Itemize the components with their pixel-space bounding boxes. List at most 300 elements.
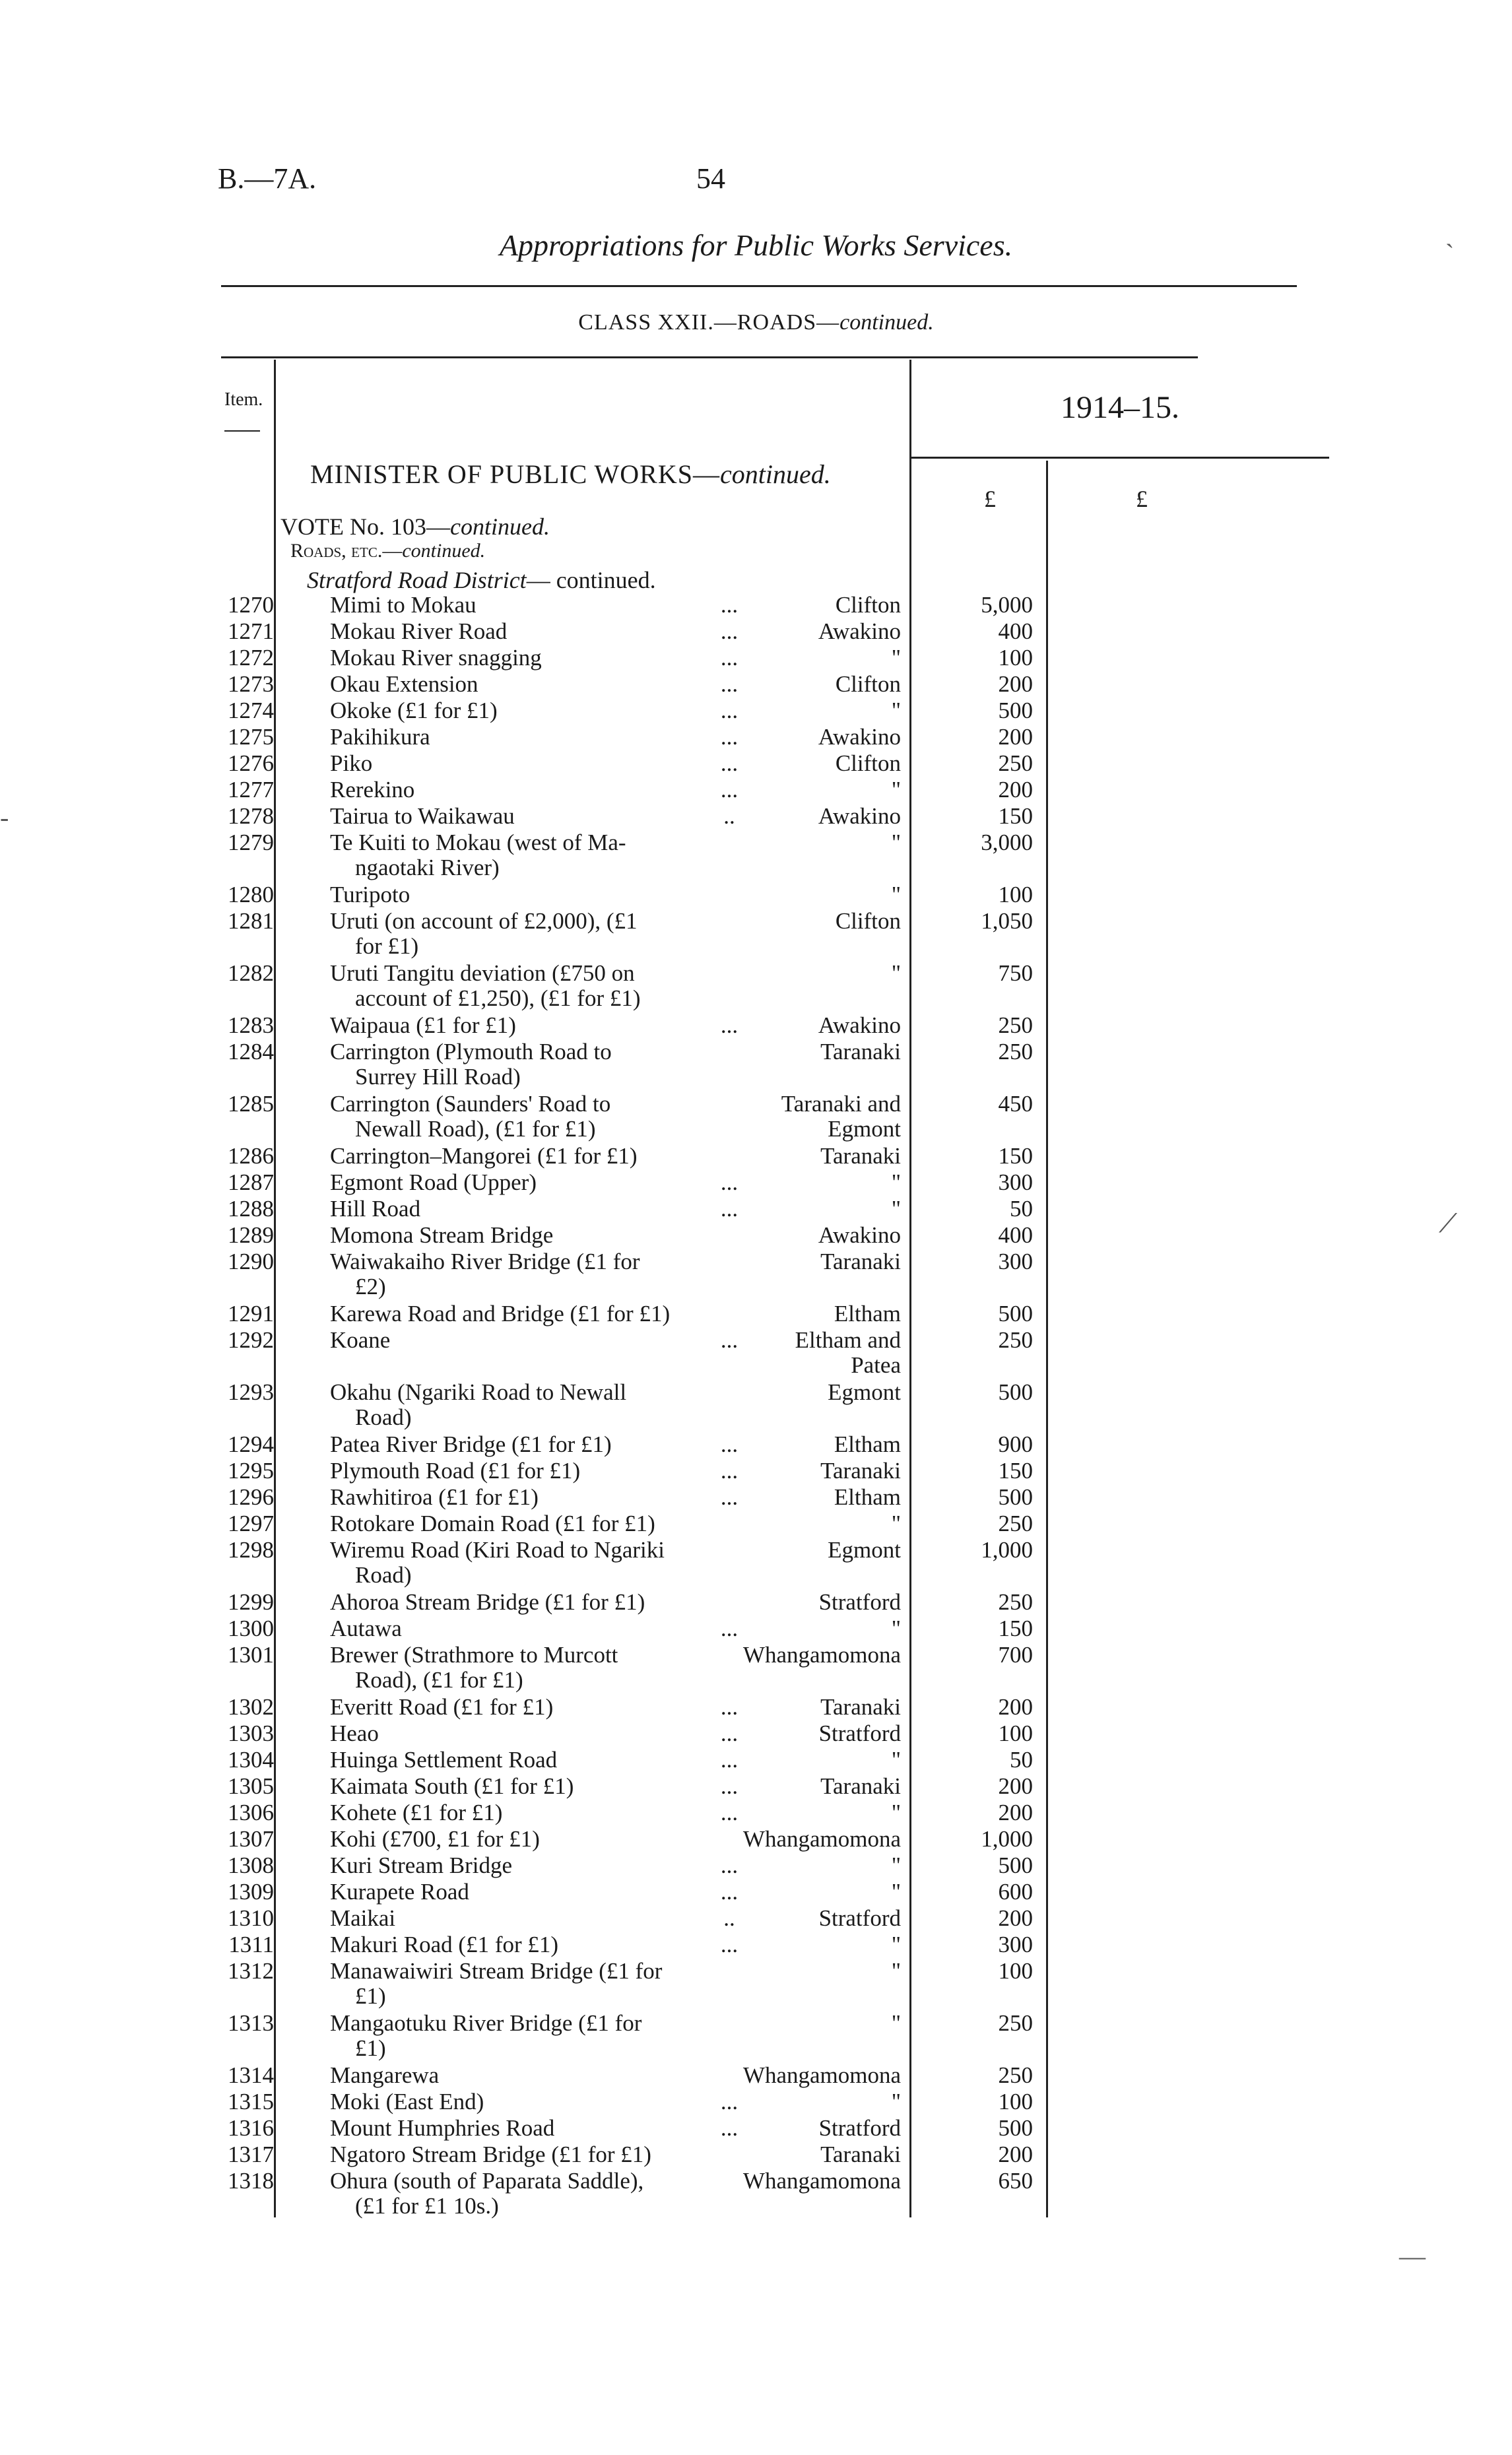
- item-number: 1304: [228, 1747, 274, 1773]
- item-description: [330, 882, 726, 907]
- item-description: [330, 1144, 726, 1169]
- item-district-line: ": [891, 1169, 901, 1195]
- item-description-line: Newall Road), (£1 for £1): [355, 1116, 596, 1142]
- item-description: [330, 1932, 726, 1957]
- item-amount: 450: [998, 1091, 1033, 1117]
- amount-columns-divider: [1046, 461, 1048, 2217]
- item-number: 1272: [228, 645, 274, 671]
- item-description: [330, 2142, 726, 2167]
- year-column-header: 1914–15.: [1061, 390, 1179, 425]
- item-description-line: Piko: [330, 750, 373, 776]
- item-description-line: Plymouth Road (£1 for £1): [330, 1458, 581, 1484]
- item-amount: 250: [998, 2010, 1033, 2036]
- item-amount: 250: [998, 2062, 1033, 2088]
- item-description-line: Mimi to Mokau: [330, 592, 477, 618]
- item-district-line: ": [891, 1932, 901, 1957]
- item-district-line: Taranaki: [820, 1249, 901, 1274]
- margin-mark-bottom-right: —: [1399, 2241, 1426, 2271]
- item-district-line: Eltham: [834, 1431, 901, 1457]
- item-description-line: Okahu (Ngariki Road to Newall: [330, 1379, 627, 1405]
- item-description-line: Brewer (Strathmore to Murcott: [330, 1642, 618, 1668]
- item-number: 1284: [228, 1039, 274, 1064]
- item-amount: 500: [998, 1379, 1033, 1405]
- item-district: [713, 751, 901, 776]
- class-heading-main: CLASS XXII.—ROADS—: [578, 310, 840, 335]
- item-amount: 300: [998, 1249, 1033, 1274]
- item-description: [330, 1643, 726, 1693]
- vote-heading: [280, 513, 550, 540]
- item-number: 1285: [228, 1091, 274, 1117]
- item-district-line: ": [891, 1747, 901, 1773]
- item-description-line: Autawa: [330, 1616, 402, 1641]
- item-description-line: Waipaua (£1 for £1): [330, 1012, 516, 1038]
- item-description-line: Maikai: [330, 1905, 396, 1931]
- item-number: 1271: [228, 618, 274, 644]
- item-amount: 250: [998, 750, 1033, 776]
- vote-heading-continued: continued.: [449, 513, 550, 540]
- item-amount: 250: [998, 1589, 1033, 1615]
- item-description-line: Pakihikura: [330, 724, 430, 750]
- item-district: [713, 1301, 901, 1326]
- item-description-line: Ahoroa Stream Bridge (£1 for £1): [330, 1589, 645, 1615]
- item-description-line: ngaotaki River): [355, 855, 500, 880]
- leader-dots: ..: [723, 803, 735, 829]
- top-rule: [221, 285, 1297, 287]
- item-description-line: Road): [355, 1562, 412, 1588]
- item-description: [330, 2089, 726, 2114]
- item-district: [713, 1748, 901, 1773]
- item-description: [330, 1695, 726, 1720]
- item-amount: 200: [998, 1773, 1033, 1799]
- pound-symbol-column-1: £: [984, 486, 996, 512]
- item-description: [330, 645, 726, 671]
- leader-dots: ...: [720, 1694, 739, 1720]
- item-district-line: ": [891, 777, 901, 802]
- item-description: [330, 1721, 726, 1746]
- item-district: [713, 1932, 901, 1957]
- leader-dots: ...: [720, 724, 739, 750]
- item-district: [713, 619, 901, 644]
- item-description-line: Momona Stream Bridge: [330, 1222, 554, 1248]
- item-amount: 200: [998, 724, 1033, 750]
- item-description-line: Manawaiwiri Stream Bridge (£1 for: [330, 1958, 663, 1984]
- item-district: [713, 2063, 901, 2088]
- item-description-line: for £1): [355, 933, 419, 959]
- margin-mark-left: -: [0, 802, 9, 832]
- item-description: [330, 1853, 726, 1878]
- page-title: Appropriations for Public Works Services.: [499, 228, 1013, 262]
- item-number: 1279: [228, 830, 274, 855]
- item-description-line: Kaimata South (£1 for £1): [330, 1773, 574, 1799]
- item-amount: 100: [998, 882, 1033, 907]
- item-district-line: Egmont: [828, 1116, 901, 1142]
- item-district: [713, 1590, 901, 1615]
- leader-dots: ...: [720, 1012, 739, 1038]
- item-amount: 100: [998, 1958, 1033, 1984]
- item-district: [713, 698, 901, 723]
- item-district: [713, 2169, 901, 2194]
- item-district-line: Whangamomona: [742, 1826, 901, 1852]
- item-district: [713, 2089, 901, 2114]
- item-description: [330, 1092, 726, 1142]
- item-number: 1289: [228, 1222, 274, 1248]
- leader-dots: ...: [720, 645, 739, 671]
- item-description: [330, 777, 726, 802]
- item-number: 1299: [228, 1589, 274, 1615]
- item-description: [330, 1959, 726, 2009]
- item-number: 1313: [228, 2010, 274, 2036]
- item-description-line: Okau Extension: [330, 671, 478, 697]
- item-amount: 250: [998, 1511, 1033, 1536]
- item-district: [713, 1458, 901, 1484]
- item-district: [713, 1223, 901, 1248]
- item-district: [713, 1013, 901, 1038]
- leader-dots: ...: [720, 1879, 739, 1905]
- item-district-line: Clifton: [835, 750, 901, 776]
- district-heading-continued: — continued.: [526, 567, 656, 593]
- item-description: [330, 1800, 726, 1825]
- item-amount: 50: [1010, 1196, 1033, 1222]
- item-number: 1274: [228, 698, 274, 723]
- item-amount: 600: [998, 1879, 1033, 1905]
- item-district-line: Taranaki: [820, 1773, 901, 1799]
- item-amount: 150: [998, 1143, 1033, 1169]
- item-amount: 250: [998, 1039, 1033, 1064]
- leader-dots: ...: [720, 1852, 739, 1878]
- item-description: [330, 1485, 726, 1510]
- item-district: [713, 1695, 901, 1720]
- item-district: [713, 1196, 901, 1222]
- item-amount: 200: [998, 1800, 1033, 1825]
- item-district: [713, 1906, 901, 1931]
- item-description: [330, 1039, 726, 1090]
- item-district: [713, 1328, 901, 1378]
- item-description-line: Mokau River snagging: [330, 645, 542, 671]
- item-amount: 200: [998, 671, 1033, 697]
- page-number: 54: [696, 162, 725, 195]
- item-number: 1273: [228, 671, 274, 697]
- item-amount: 500: [998, 2115, 1033, 2141]
- leader-dots: ..: [723, 1905, 735, 1931]
- item-description-line: Rerekino: [330, 777, 415, 802]
- item-number: 1278: [228, 803, 274, 829]
- item-district: [713, 2011, 901, 2036]
- item-district-line: Awakino: [818, 724, 901, 750]
- roads-heading-main: Roads, etc.—: [290, 540, 403, 562]
- item-description: [330, 2169, 726, 2219]
- item-number: 1303: [228, 1720, 274, 1746]
- item-district: [713, 1144, 901, 1169]
- item-district: [713, 645, 901, 671]
- item-district: [713, 1538, 901, 1563]
- item-column-divider: [274, 360, 276, 2217]
- item-description-line: Kurapete Road: [330, 1879, 469, 1905]
- item-amount: 300: [998, 1169, 1033, 1195]
- item-description: [330, 1774, 726, 1799]
- vote-heading-main: VOTE No. 103—: [280, 513, 450, 540]
- item-number: 1302: [228, 1694, 274, 1720]
- item-description-line: Mangaotuku River Bridge (£1 for: [330, 2010, 642, 2036]
- item-number: 1310: [228, 1905, 274, 1931]
- item-description-line: £1): [355, 2035, 386, 2061]
- item-district-line: Egmont: [828, 1537, 901, 1563]
- pound-symbol-column-2: £: [1136, 486, 1148, 512]
- item-number: 1276: [228, 750, 274, 776]
- item-district-line: Stratford: [818, 1720, 901, 1746]
- item-description: [330, 1748, 726, 1773]
- item-district: [713, 1721, 901, 1746]
- item-district: [713, 1616, 901, 1641]
- item-number: 1291: [228, 1301, 274, 1326]
- item-district-line: Clifton: [835, 671, 901, 697]
- item-description: [330, 1170, 726, 1195]
- item-amount: 5,000: [981, 592, 1033, 618]
- item-amount: 400: [998, 1222, 1033, 1248]
- item-description-line: Rawhitiroa (£1 for £1): [330, 1484, 539, 1510]
- item-district: [713, 804, 901, 829]
- item-number: 1288: [228, 1196, 274, 1222]
- item-district-line: ": [891, 2089, 901, 2114]
- item-district-line: Stratford: [818, 1589, 901, 1615]
- item-description: [330, 1616, 726, 1641]
- document-code: B.—7A.: [218, 162, 317, 195]
- item-district: [713, 1170, 901, 1195]
- item-district: [713, 961, 901, 986]
- item-description: [330, 1196, 726, 1222]
- item-description: [330, 1880, 726, 1905]
- item-district: [713, 1853, 901, 1878]
- item-description-line: Everitt Road (£1 for £1): [330, 1694, 554, 1720]
- item-district: [713, 1380, 901, 1405]
- item-header-underline: [224, 430, 260, 432]
- item-district: [713, 909, 901, 934]
- item-description: [330, 1380, 726, 1430]
- item-number: 1311: [228, 1932, 274, 1957]
- item-district-line: Awakino: [818, 803, 901, 829]
- minister-heading-continued: continued.: [720, 459, 831, 489]
- year-rule: [909, 457, 1329, 459]
- item-description: [330, 1013, 726, 1038]
- item-district-line: Taranaki: [820, 2142, 901, 2167]
- item-district: [713, 777, 901, 802]
- item-amount: 150: [998, 1616, 1033, 1641]
- item-number: 1317: [228, 2142, 274, 2167]
- leader-dots: ...: [720, 671, 739, 697]
- item-description: [330, 1906, 726, 1931]
- item-district-line: ": [891, 1616, 901, 1641]
- item-description-line: Hill Road: [330, 1196, 421, 1222]
- item-district: [713, 1774, 901, 1799]
- item-description-line: Mokau River Road: [330, 618, 508, 644]
- item-amount: 200: [998, 2142, 1033, 2167]
- item-description-line: (£1 for £1 10s.): [355, 2193, 499, 2219]
- item-description: [330, 698, 726, 723]
- item-description-line: Uruti Tangitu deviation (£750 on: [330, 960, 635, 986]
- leader-dots: ...: [720, 777, 739, 802]
- item-district-line: Taranaki and: [781, 1091, 901, 1117]
- item-description-line: Kuri Stream Bridge: [330, 1852, 513, 1878]
- item-description-line: Egmont Road (Upper): [330, 1169, 537, 1195]
- item-description-line: £1): [355, 1983, 386, 2009]
- item-description-line: Kohi (£700, £1 for £1): [330, 1826, 540, 1852]
- item-number: 1315: [228, 2089, 274, 2114]
- leader-dots: ...: [720, 1458, 739, 1484]
- item-column-header: Item.: [224, 389, 263, 410]
- item-district-line: Awakino: [818, 1222, 901, 1248]
- item-description-line: Rotokare Domain Road (£1 for £1): [330, 1511, 655, 1536]
- leader-dots: ...: [720, 1196, 739, 1222]
- item-district: [713, 1249, 901, 1274]
- item-amount: 1,000: [981, 1826, 1033, 1852]
- item-district-line: Taranaki: [820, 1694, 901, 1720]
- leader-dots: ...: [720, 592, 739, 618]
- item-description-line: Makuri Road (£1 for £1): [330, 1932, 559, 1957]
- item-amount: 100: [998, 1720, 1033, 1746]
- item-district: [713, 725, 901, 750]
- item-district-line: Eltham and: [795, 1327, 901, 1353]
- item-district-line: ": [891, 2010, 901, 2036]
- item-amount: 700: [998, 1642, 1033, 1668]
- item-district-line: Clifton: [835, 908, 901, 934]
- item-district-line: Taranaki: [820, 1143, 901, 1169]
- item-district: [713, 1485, 901, 1510]
- item-district-line: Awakino: [818, 618, 901, 644]
- item-description-line: Patea River Bridge (£1 for £1): [330, 1431, 612, 1457]
- item-number: 1270: [228, 592, 274, 618]
- item-description-line: Uruti (on account of £2,000), (£1: [330, 908, 638, 934]
- leader-dots: ...: [720, 1773, 739, 1799]
- leader-dots: ...: [720, 618, 739, 644]
- leader-dots: ...: [720, 1169, 739, 1195]
- item-district-line: Patea: [851, 1352, 901, 1378]
- item-district: [713, 1827, 901, 1852]
- item-description-line: £2): [355, 1274, 386, 1299]
- item-description-line: Huinga Settlement Road: [330, 1747, 558, 1773]
- item-description-line: Road), (£1 for £1): [355, 1667, 523, 1693]
- item-amount: 200: [998, 1694, 1033, 1720]
- item-description: [330, 593, 726, 618]
- item-description-line: Karewa Road and Bridge (£1 for £1): [330, 1301, 671, 1326]
- leader-dots: ...: [720, 1720, 739, 1746]
- leader-dots: ...: [720, 1431, 739, 1457]
- item-amount: 300: [998, 1932, 1033, 1957]
- item-description: [330, 2011, 726, 2061]
- item-description: [330, 909, 726, 959]
- item-district: [713, 1511, 901, 1536]
- item-number: 1280: [228, 882, 274, 907]
- district-heading-name: Stratford Road District: [307, 567, 527, 593]
- item-district-line: ": [891, 830, 901, 855]
- item-amount: 650: [998, 2168, 1033, 2194]
- item-district-line: Eltham: [834, 1301, 901, 1326]
- leader-dots: ...: [720, 750, 739, 776]
- item-district: [713, 1092, 901, 1142]
- item-amount: 1,050: [981, 908, 1033, 934]
- item-number: 1297: [228, 1511, 274, 1536]
- item-description-line: Mount Humphries Road: [330, 2115, 555, 2141]
- item-number: 1283: [228, 1012, 274, 1038]
- item-district-line: Stratford: [818, 1905, 901, 1931]
- item-district-line: ": [891, 1958, 901, 1984]
- item-number: 1281: [228, 908, 274, 934]
- item-district: [713, 1039, 901, 1064]
- item-description-line: Tairua to Waikawau: [330, 803, 515, 829]
- item-description: [330, 1328, 726, 1353]
- item-description-line: Mangarewa: [330, 2062, 440, 2088]
- item-district: [713, 672, 901, 697]
- item-district-line: ": [891, 645, 901, 671]
- item-number: 1318: [228, 2168, 274, 2194]
- item-district: [713, 882, 901, 907]
- item-description: [330, 672, 726, 697]
- item-amount: 100: [998, 2089, 1033, 2114]
- item-district-line: Stratford: [818, 2115, 901, 2141]
- leader-dots: ...: [720, 1747, 739, 1773]
- item-amount: 400: [998, 618, 1033, 644]
- item-description-line: Ngatoro Stream Bridge (£1 for £1): [330, 2142, 651, 2167]
- item-amount: 250: [998, 1012, 1033, 1038]
- roads-heading: [290, 540, 485, 562]
- item-amount: 250: [998, 1327, 1033, 1353]
- class-heading-continued: continued.: [839, 310, 934, 335]
- item-number: 1292: [228, 1327, 274, 1353]
- item-number: 1277: [228, 777, 274, 802]
- item-description: [330, 1432, 726, 1457]
- item-number: 1298: [228, 1537, 274, 1563]
- item-description-line: Road): [355, 1404, 412, 1430]
- class-heading: [0, 310, 1512, 335]
- item-district-line: Whangamomona: [742, 2062, 901, 2088]
- item-number: 1314: [228, 2062, 274, 2088]
- item-description-line: Te Kuiti to Mokau (west of Ma-: [330, 830, 626, 855]
- item-description-line: Kohete (£1 for £1): [330, 1800, 503, 1825]
- item-description-line: Carrington–Mangorei (£1 for £1): [330, 1143, 638, 1169]
- item-district-line: ": [891, 882, 901, 907]
- item-number: 1296: [228, 1484, 274, 1510]
- district-amount-divider: [909, 360, 911, 2217]
- item-amount: 100: [998, 645, 1033, 671]
- item-district-line: ": [891, 698, 901, 723]
- item-description-line: Carrington (Plymouth Road to: [330, 1039, 612, 1064]
- item-description: [330, 830, 726, 880]
- item-district-line: Clifton: [835, 592, 901, 618]
- item-amount: 1,000: [981, 1537, 1033, 1563]
- table-top-rule: [221, 356, 1198, 358]
- item-description-line: Moki (East End): [330, 2089, 484, 2114]
- item-district: [713, 1800, 901, 1825]
- item-number: 1305: [228, 1773, 274, 1799]
- item-description-line: Koane: [330, 1327, 391, 1353]
- item-description: [330, 1458, 726, 1484]
- item-description: [330, 1590, 726, 1615]
- leader-dots: ...: [720, 1327, 739, 1353]
- item-description-line: account of £1,250), (£1 for £1): [355, 985, 641, 1011]
- margin-mark-top-right: ˎ: [1445, 218, 1455, 248]
- item-description: [330, 1301, 726, 1326]
- item-district: [713, 1880, 901, 1905]
- leader-dots: ...: [720, 2089, 739, 2114]
- item-number: 1286: [228, 1143, 274, 1169]
- item-description-line: Okoke (£1 for £1): [330, 698, 498, 723]
- item-amount: 900: [998, 1431, 1033, 1457]
- item-number: 1294: [228, 1431, 274, 1457]
- item-district-line: Eltham: [834, 1484, 901, 1510]
- item-number: 1275: [228, 724, 274, 750]
- item-amount: 500: [998, 1484, 1033, 1510]
- item-district-line: ": [891, 1511, 901, 1536]
- item-description: [330, 1827, 726, 1852]
- item-number: 1295: [228, 1458, 274, 1484]
